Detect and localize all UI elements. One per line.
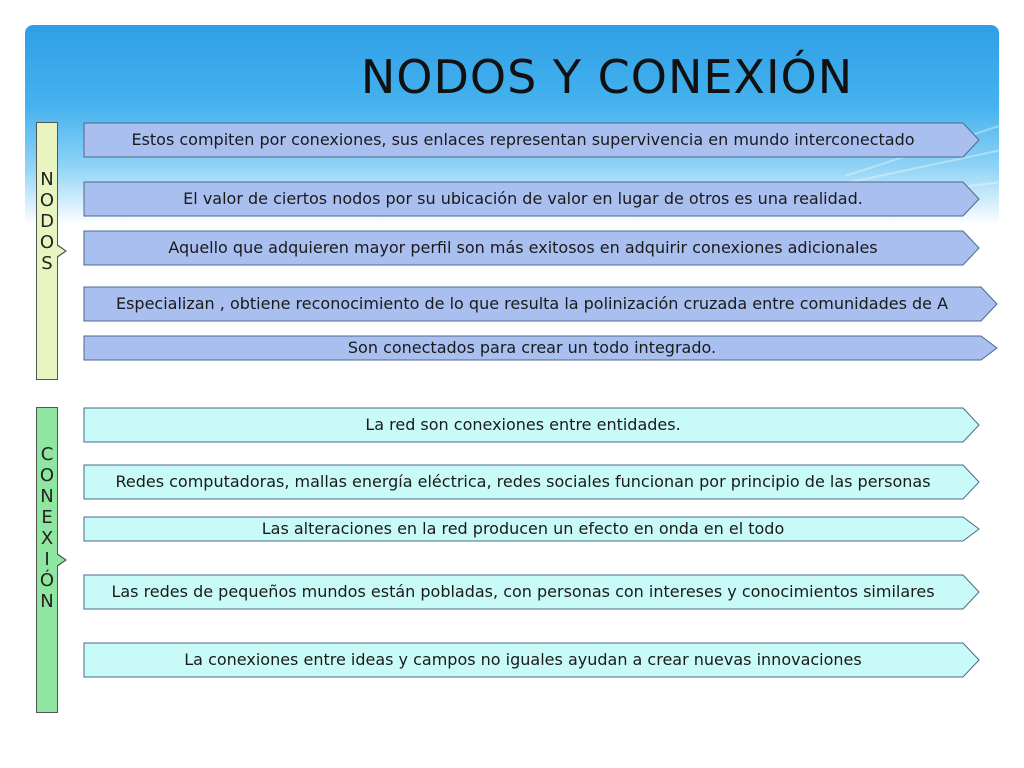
- conexion-letter: I: [44, 549, 50, 570]
- conexion-letter: O: [39, 465, 55, 486]
- nodos-item: [83, 335, 997, 359]
- conexion-item: [83, 464, 979, 498]
- nodos-item: [83, 286, 997, 320]
- conexion-item-text: La red son conexiones entre entidades.: [365, 414, 681, 434]
- conexion-letter: E: [41, 507, 53, 528]
- nodos-item: [83, 181, 979, 215]
- conexion-item-text: La conexiones entre ideas y campos no iguales ayudan a crear nuevas innovaciones: [184, 649, 862, 669]
- conexion-letter: N: [40, 591, 54, 612]
- nodos-item-text: Estos compiten por conexiones, sus enlaces representan supervivencia en mundo interconectado: [131, 129, 915, 149]
- conexion-pointer-icon: [57, 553, 67, 567]
- conexion-letter: N: [40, 486, 54, 507]
- conexion-letters: [37, 444, 57, 612]
- conexion-letter: Ó: [39, 570, 55, 591]
- nodos-letter: N: [40, 169, 54, 190]
- nodos-item-text: Son conectados para crear un todo integrado.: [347, 337, 717, 357]
- nodos-item: [83, 230, 979, 264]
- nodos-letter: O: [39, 232, 55, 253]
- nodos-letter: D: [40, 211, 54, 232]
- nodos-letters: [37, 169, 57, 274]
- conexion-item: [83, 574, 979, 608]
- conexion-letter: C: [40, 444, 54, 465]
- conexion-item: [83, 407, 979, 441]
- conexion-item: [83, 516, 979, 540]
- conexion-letter: X: [40, 528, 54, 549]
- nodos-pointer-icon: [57, 244, 67, 258]
- nodos-item-text: Aquello que adquieren mayor perfil son más exitosos en adquirir conexiones adicionales: [168, 237, 878, 257]
- nodos-letter: S: [41, 253, 53, 274]
- nodos-item-text: El valor de ciertos nodos por su ubicación de valor en lugar de otros es una realidad.: [183, 188, 863, 208]
- conexion-item-text: Las redes de pequeños mundos están pobladas, con personas con intereses y conocimientos similares: [111, 581, 935, 601]
- slide-title: NODOS Y CONEXIÓN: [360, 50, 854, 104]
- nodos-item: [83, 122, 979, 156]
- conexion-item-text: Redes computadoras, mallas energía eléctrica, redes sociales funcionan por principio de las personas: [115, 471, 931, 491]
- conexion-vertical-label: [36, 407, 58, 713]
- conexion-item: [83, 642, 979, 676]
- conexion-item-text: Las alteraciones en la red producen un efecto en onda en el todo: [261, 518, 785, 538]
- nodos-letter: O: [39, 190, 55, 211]
- nodos-vertical-label: [36, 122, 58, 380]
- nodos-item-text: Especializan , obtiene reconocimiento de lo que resulta la polinización cruzada entre comunidades de A: [115, 293, 949, 313]
